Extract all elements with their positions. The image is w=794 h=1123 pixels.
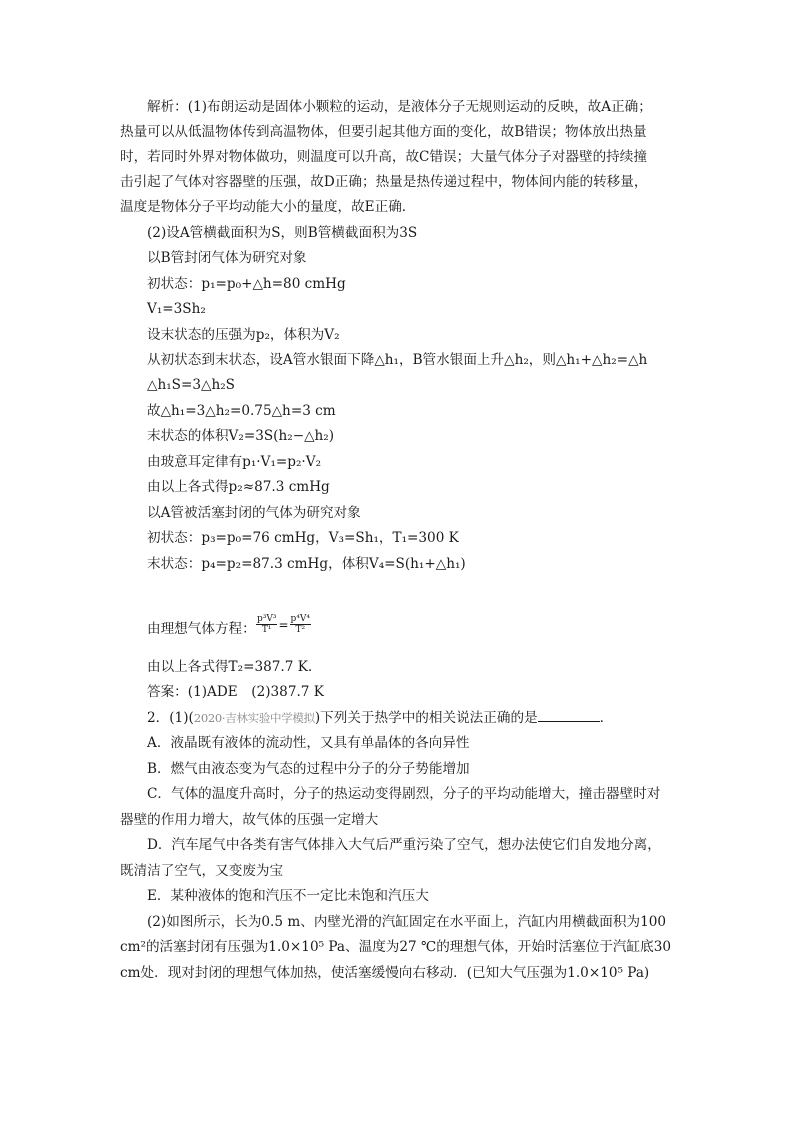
option-e: E．某种液体的饱和汽压不一定比未饱和汽压大 [147, 888, 429, 904]
solution-line: 设末状态的压强为p₂，体积为V₂ [147, 327, 340, 343]
question-2-stem [147, 709, 613, 727]
option-c: C．气体的温度升高时，分子的热运动变得剧烈，分子的平均动能增大，撞击器壁时对 [147, 786, 661, 802]
fraction-numerator: p³V³ [257, 614, 277, 624]
solution-line: 以A管被活塞封闭的气体为研究对象 [147, 505, 361, 521]
fraction-right [290, 614, 311, 635]
question-2-tail: )下列关于热学中的相关说法正确的是 [314, 710, 538, 726]
solution-line: 初状态：p₁=p₀+△h=80 cmHg [147, 276, 346, 292]
equals-sign: = [278, 617, 289, 632]
solution-line: 热量可以从低温物体传到高温物体，但要引起其他方面的变化，故B错误；物体放出热量 [120, 124, 647, 140]
question-2-part2: (2)如图所示，长为0.5 m、内壁光滑的汽缸固定在水平面上，汽缸内用横截面积为100 [147, 914, 667, 930]
solution-line: 故△h₁=3△h₂=0.75△h=3 cm [147, 403, 336, 419]
option-d-cont: 既清洁了空气，又变废为宝 [120, 863, 284, 879]
fraction-numerator: p⁴V⁴ [290, 614, 311, 624]
solution-line: 初状态：p₃=p₀=76 cmHg，V₃=Sh₁，T₁=300 K [147, 530, 459, 546]
solution-line: 末状态的体积V₂=3S(h₂−△h₂) [147, 428, 335, 444]
source-stamp: 2020·吉林实验中学模拟 [193, 711, 315, 725]
solution-line: 由以上各式得T₂=387.7 K. [147, 659, 313, 675]
option-d: D．汽车尾气中各类有害气体排入大气后严重污染了空气，想办法使它们自发地分离， [147, 837, 661, 853]
question-2-part2: cm²的活塞封闭有压强为1.0×10⁵ Pa、温度为27 ℃的理想气体，开始时活塞位于汽缸底30 [120, 939, 672, 955]
solution-line: 以B管封闭气体为研究对象 [147, 250, 307, 266]
answer-blank [538, 709, 600, 722]
solution-line: 由玻意耳定律有p₁·V₁=p₂·V₂ [147, 454, 322, 470]
option-c-cont: 器壁的作用力增大，故气体的压强一定增大 [120, 812, 379, 828]
fraction-left [256, 614, 277, 635]
solution-line: 解析：(1)布朗运动是固体小颗粒的运动，是液体分子无规则运动的反映，故A正确； [147, 99, 652, 115]
solution-line: 由以上各式得p₂≈87.3 cmHg [147, 479, 330, 495]
question-2-part2: cm处．现对封闭的理想气体加热，使活塞缓慢向右移动．(已知大气压强为1.0×10⁵ Pa) [120, 965, 650, 981]
option-b: B．燃气由液态变为气态的过程中分子的分子势能增加 [147, 761, 470, 777]
option-a: A．液晶既有液体的流动性，又具有单晶体的各向异性 [147, 735, 470, 751]
solution-line: 击引起了气体对容器壁的压强，故D正确；热量是热传递过程中，物体间内能的转移量， [120, 174, 648, 190]
fraction-denominator: T² [295, 625, 306, 635]
solution-line: 从初状态到末状态，设A管水银面下降△h₁，B管水银面上升△h₂，则△h₁+△h₂=△h [147, 352, 648, 368]
answer-line: 答案：(1)ADE (2)387.7 K [147, 684, 324, 700]
question-2-head: 2．(1)( [147, 710, 194, 726]
solution-line: 时，若同时外界对物体做功，则温度可以升高，故C错误；大量气体分子对器壁的持续撞 [120, 149, 647, 165]
solution-line: (2)设A管横截面积为S，则B管横截面积为3S [147, 225, 418, 241]
fraction-denominator: T¹ [261, 625, 272, 635]
question-2-end: ． [599, 710, 614, 726]
solution-line: 末状态：p₄=p₂=87.3 cmHg，体积V₄=S(h₁+△h₁) [147, 556, 466, 572]
solution-line: 温度是物体分子平均动能大小的量度，故E正确． [120, 199, 416, 215]
ideal-gas-equation [256, 614, 311, 635]
solution-line: △h₁S=3△h₂S [147, 377, 235, 393]
solution-line: V₁=3Sh₂ [147, 301, 206, 317]
ideal-gas-label: 由理想气体方程： [147, 621, 256, 637]
